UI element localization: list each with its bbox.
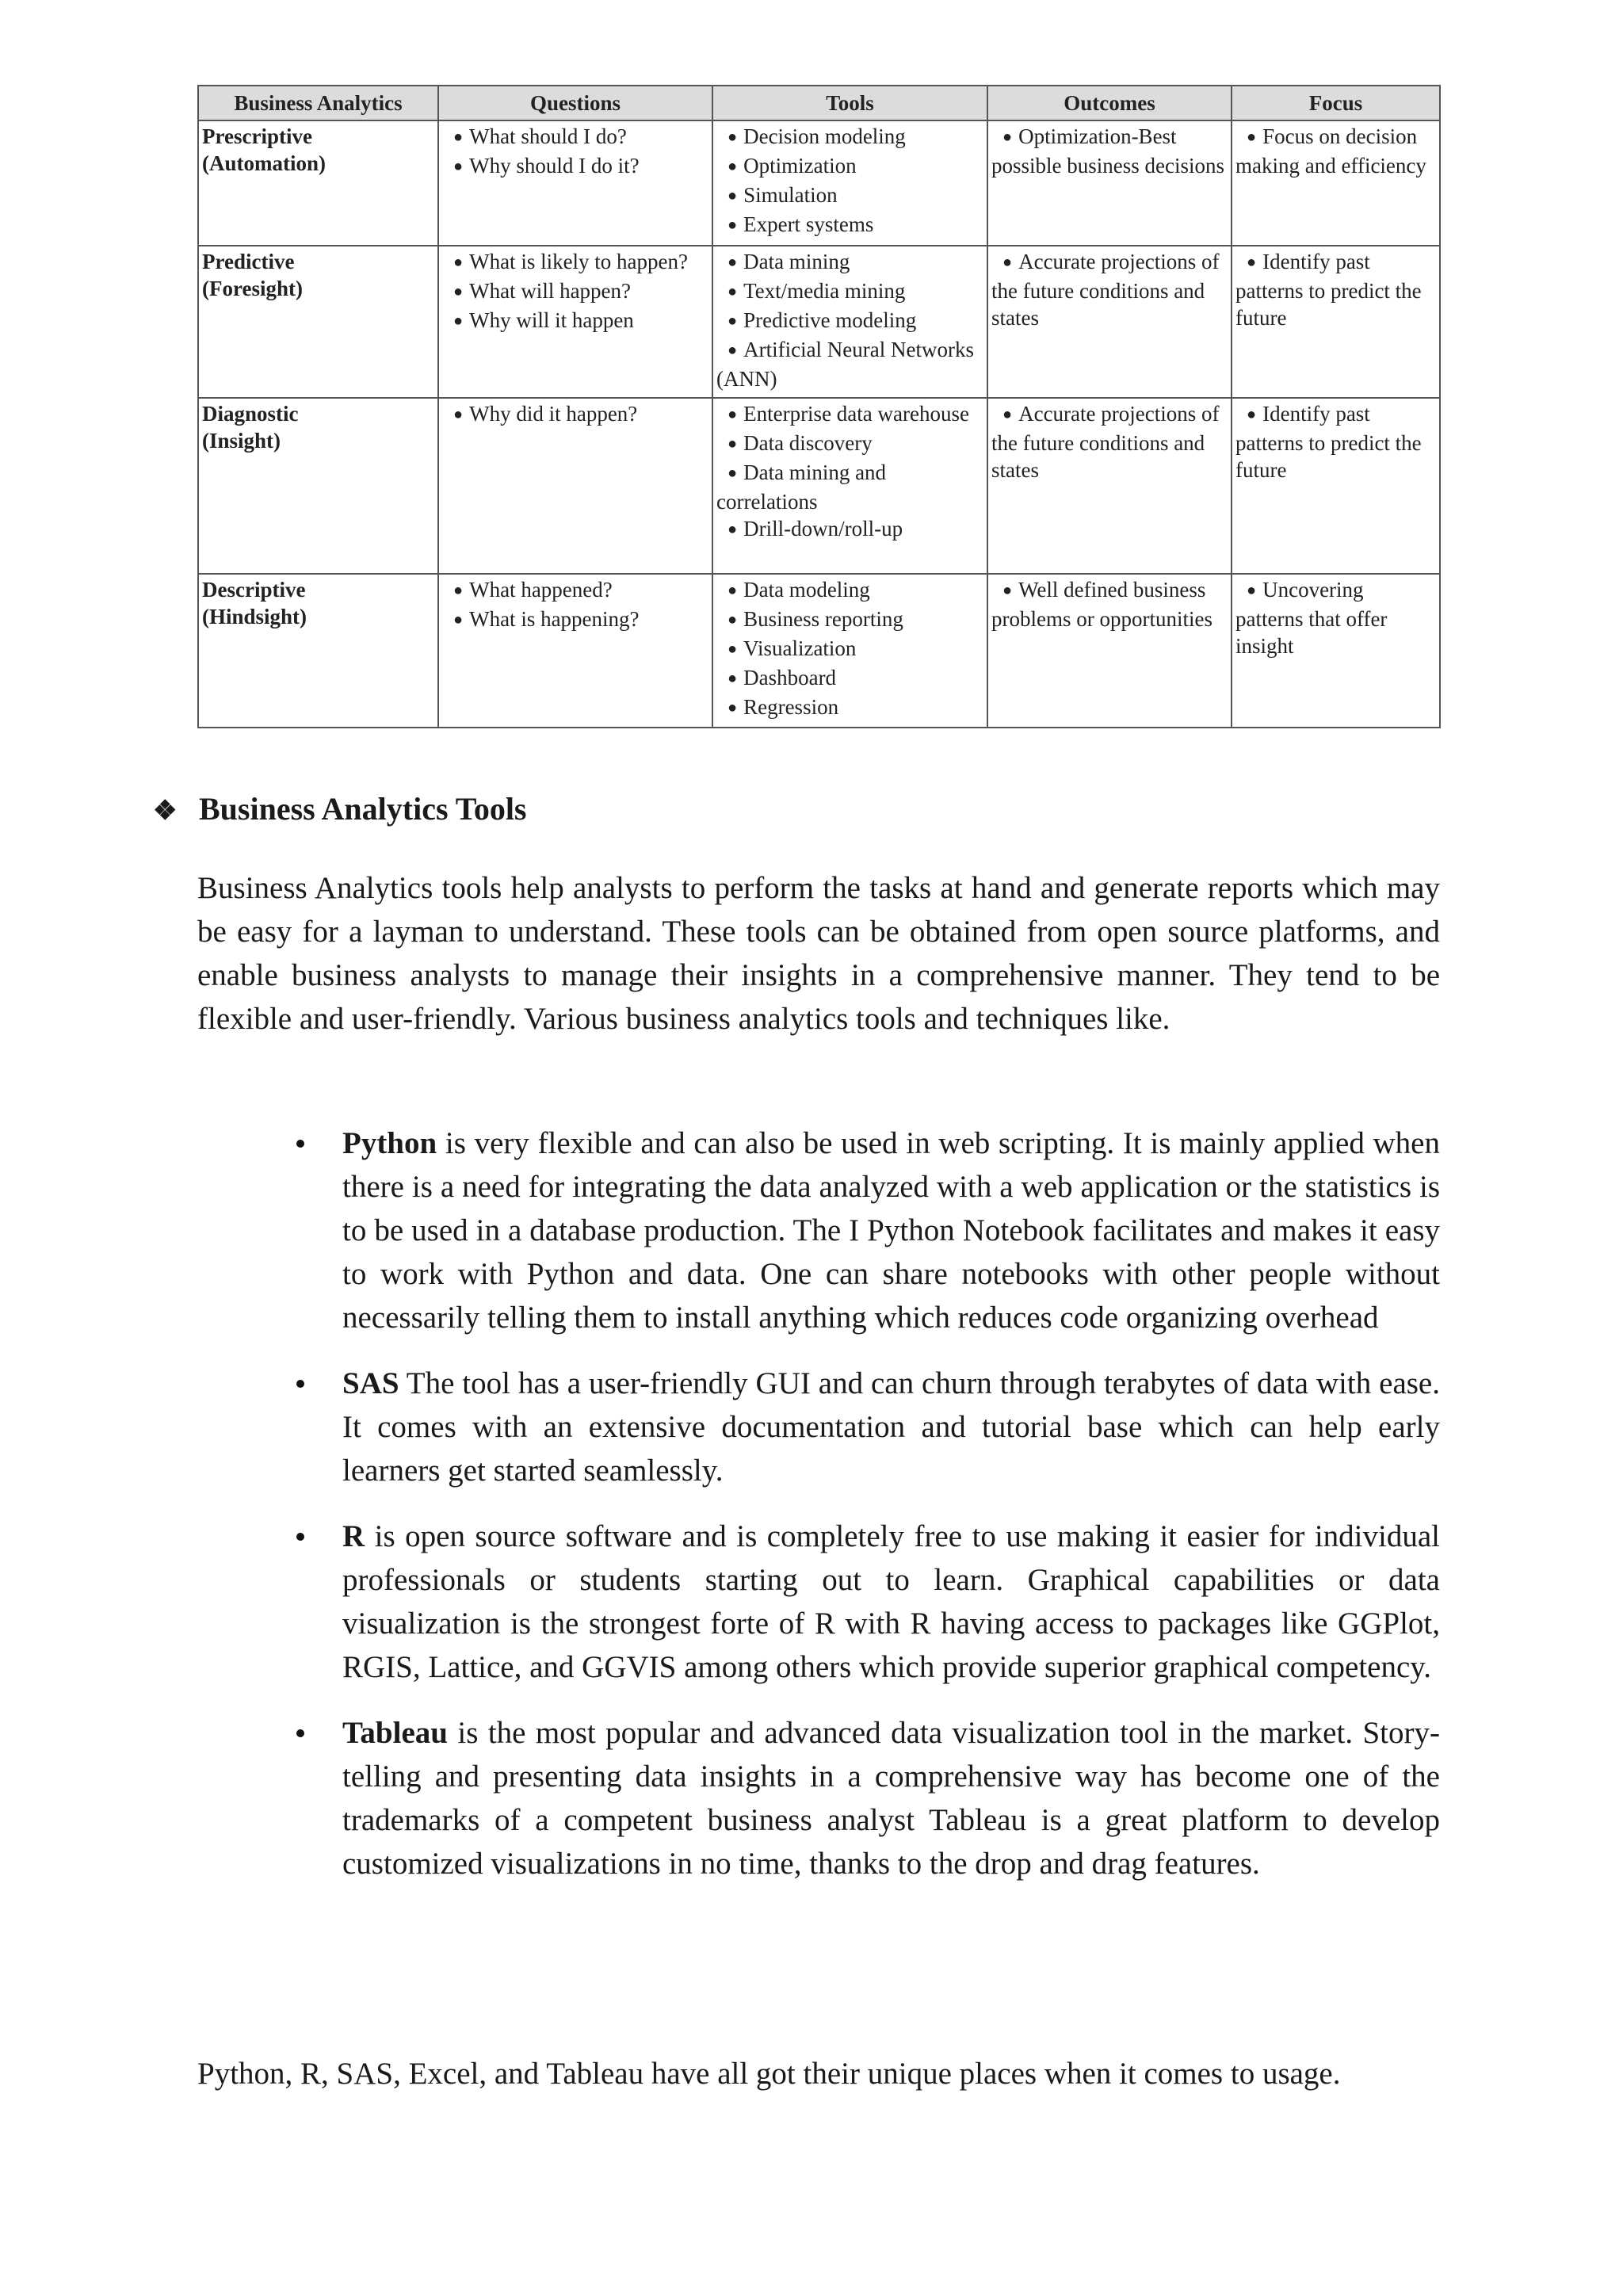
category-cell	[198, 398, 438, 574]
closing-paragraph: Python, R, SAS, Excel, and Tableau have all got their unique places when it comes to usage.	[197, 2057, 1341, 2091]
category-name: Prescriptive	[202, 124, 312, 148]
outcomes-cell	[987, 574, 1232, 728]
diamond-bullet-icon: ❖	[153, 797, 178, 826]
tools-cell	[712, 398, 987, 574]
category-subname: (Foresight)	[202, 277, 303, 300]
header-focus: Focus	[1232, 86, 1440, 120]
tools-list	[342, 1121, 1440, 1908]
category-cell	[198, 246, 438, 398]
tool-name: SAS	[342, 1366, 399, 1400]
tool-item: ● Artificial Neural Networks (ANN)	[716, 336, 982, 392]
category-cell	[198, 574, 438, 728]
category-name: Descriptive	[202, 578, 306, 602]
outcome-item: ● Accurate projections of the future conditions and states	[991, 400, 1226, 483]
tool-item: ● Optimization	[716, 152, 982, 181]
question-item: ● Why will it happen	[442, 307, 707, 336]
question-item: ● Why should I do it?	[442, 152, 707, 181]
business-analytics-table	[197, 85, 1441, 728]
outcomes-cell	[987, 246, 1232, 398]
category-subname: (Insight)	[202, 429, 281, 453]
table-row	[198, 120, 1440, 246]
tool-item: ● Text/media mining	[716, 277, 982, 307]
list-item	[342, 1515, 1440, 1689]
focus-item: ● Focus on decision making and efficiency	[1235, 123, 1434, 179]
tool-name: R	[342, 1519, 365, 1553]
tool-item: ● Drill-down/roll-up	[716, 515, 982, 544]
tool-item: ● Data mining	[716, 248, 982, 277]
section-heading	[153, 790, 527, 831]
question-item: ● What happened?	[442, 576, 707, 606]
tool-item: ● Visualization	[716, 635, 982, 664]
header-questions: Questions	[438, 86, 712, 120]
tool-description: The tool has a user-friendly GUI and can churn through terabytes of data with ease. It comes with an extensive documentation and tutorial base which can help early learners get started seamlessly.	[342, 1366, 1440, 1488]
questions-cell	[438, 246, 712, 398]
table-header-row	[198, 86, 1440, 120]
tool-name: Python	[342, 1126, 437, 1160]
tool-item: ● Data mining and correlations	[716, 459, 982, 515]
category-subname: (Automation)	[202, 151, 326, 175]
tool-item: ● Business reporting	[716, 606, 982, 635]
table-row	[198, 398, 1440, 574]
question-item: ● What is likely to happen?	[442, 248, 707, 277]
header-business-analytics: Business Analytics	[198, 86, 438, 120]
questions-cell	[438, 574, 712, 728]
tool-item: ● Regression	[716, 693, 982, 723]
tools-cell	[712, 120, 987, 246]
focus-item: ● Identify past patterns to predict the future	[1235, 400, 1434, 483]
tool-item: ● Expert systems	[716, 211, 982, 240]
focus-item: ● Identify past patterns to predict the future	[1235, 248, 1434, 331]
list-item	[342, 1711, 1440, 1885]
category-subname: (Hindsight)	[202, 605, 307, 628]
table-row	[198, 574, 1440, 728]
focus-cell	[1232, 398, 1440, 574]
outcome-item: ● Optimization-Best possible business decisions	[991, 123, 1226, 179]
tool-item: ● Dashboard	[716, 664, 982, 693]
tool-name: Tableau	[342, 1716, 448, 1750]
question-item: ● Why did it happen?	[442, 400, 707, 430]
focus-cell	[1232, 574, 1440, 728]
outcomes-cell	[987, 398, 1232, 574]
questions-cell	[438, 398, 712, 574]
header-tools: Tools	[712, 86, 987, 120]
tool-description: is very flexible and can also be used in web scripting. It is mainly applied when there is a need for integrating the data analyzed with a web application or the statistics is to be used in a database production. The I Python Notebook facilitates and makes it easy to work with Python and data. One can share notebooks with other people without necessarily telling them to install anything which reduces code organizing overhead	[342, 1126, 1440, 1335]
outcome-item: ● Accurate projections of the future conditions and states	[991, 248, 1226, 331]
focus-cell	[1232, 246, 1440, 398]
tool-item: ● Simulation	[716, 181, 982, 211]
tools-cell	[712, 246, 987, 398]
category-name: Diagnostic	[202, 402, 299, 426]
tool-item: ● Data discovery	[716, 430, 982, 459]
focus-cell	[1232, 120, 1440, 246]
table-row	[198, 246, 1440, 398]
question-item: ● What should I do?	[442, 123, 707, 152]
tool-item: ● Decision modeling	[716, 123, 982, 152]
tool-description: is the most popular and advanced data visualization tool in the market. Story-telling and presenting data insights in a comprehensive way has become one of the trademarks of a competent business analyst Tableau is a great platform to develop customized visualizations in no time, thanks to the drop and drag features.	[342, 1716, 1440, 1881]
list-item	[342, 1362, 1440, 1492]
intro-paragraph: Business Analytics tools help analysts to perform the tasks at hand and generate reports which may be easy for a layman to understand. These tools can be obtained from open source platforms, and enable business analysts to manage their insights in a comprehensive manner. They tend to be flexible and user-friendly. Various business analytics tools and techniques like.	[197, 871, 1440, 1036]
question-item: ● What is happening?	[442, 606, 707, 635]
tool-item: ● Enterprise data warehouse	[716, 400, 982, 430]
header-outcomes: Outcomes	[987, 86, 1232, 120]
tool-description: is open source software and is completely free to use making it easier for individual professionals or students starting out to learn. Graphical capabilities or data visualization is the strongest forte of R with R having access to packages like GGPlot, RGIS, Lattice, and GGVIS among others which provide superior graphical competency.	[342, 1519, 1440, 1684]
outcomes-cell	[987, 120, 1232, 246]
tools-cell	[712, 574, 987, 728]
focus-item: ● Uncovering patterns that offer insight	[1235, 576, 1434, 659]
category-name: Predictive	[202, 250, 295, 273]
tool-item: ● Data modeling	[716, 576, 982, 606]
questions-cell	[438, 120, 712, 246]
category-cell	[198, 120, 438, 246]
question-item: ● What will happen?	[442, 277, 707, 307]
section-heading-text: Business Analytics Tools	[199, 791, 527, 827]
list-item	[342, 1121, 1440, 1339]
tool-item: ● Predictive modeling	[716, 307, 982, 336]
outcome-item: ● Well defined business problems or opportunities	[991, 576, 1226, 632]
